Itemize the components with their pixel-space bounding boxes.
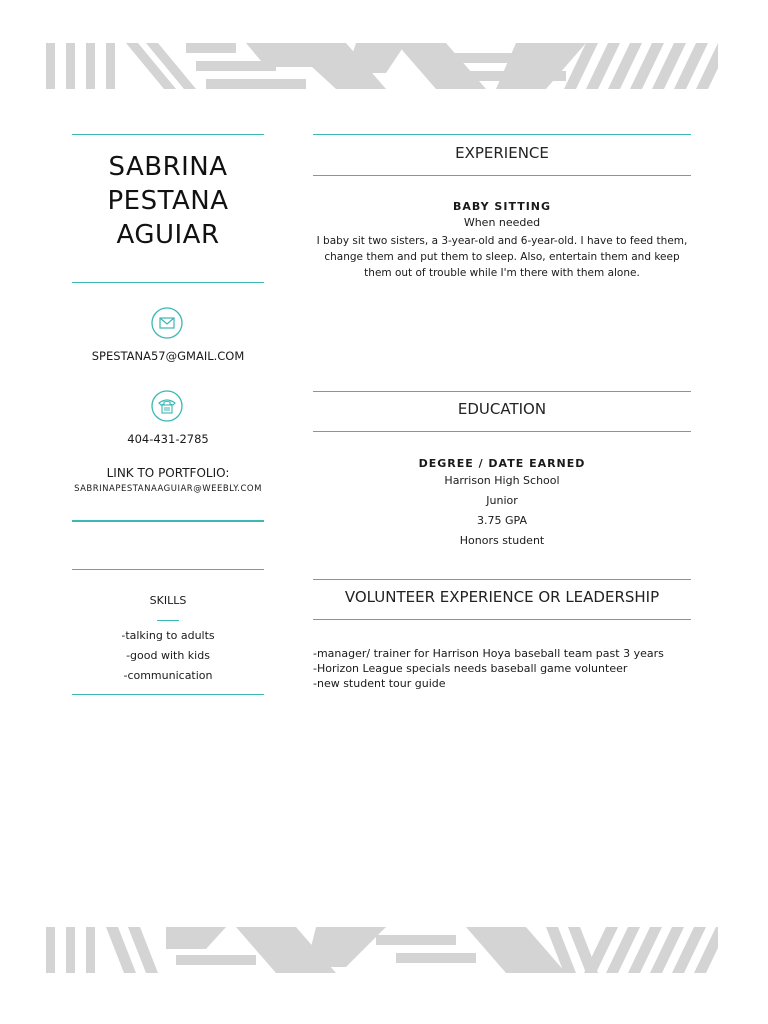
volunteer-title: VOLUNTEER EXPERIENCE OR LEADERSHIP bbox=[344, 588, 660, 606]
candidate-name bbox=[72, 150, 264, 252]
job-description: I baby sit two sisters, a 3-year-old and 6-year-old. I have to feed them, change them and put them to sleep. Also, entertain them and keep them out of trouble while I'm there with them alone. bbox=[316, 235, 688, 279]
name-line-2: PESTANA bbox=[107, 186, 229, 216]
honors: Honors student bbox=[459, 534, 545, 547]
skill-item: -talking to adults bbox=[121, 629, 215, 642]
volunteer-item: -manager/ trainer for Harrison Hoya baseball team past 3 years bbox=[313, 647, 664, 660]
education-rule-top bbox=[313, 391, 691, 392]
telephone-icon bbox=[151, 390, 183, 422]
skill-item: -good with kids bbox=[126, 649, 210, 662]
left-rule-skills-bottom bbox=[72, 694, 264, 695]
name-line-1: SABRINA bbox=[108, 152, 228, 182]
volunteer-rule-bottom bbox=[313, 619, 691, 620]
degree-heading: DEGREE / DATE EARNED bbox=[418, 457, 586, 470]
email-text[interactable]: SPESTANA57@GMAIL.COM bbox=[91, 349, 245, 363]
phone-text: 404-431-2785 bbox=[127, 432, 209, 446]
left-rule-top bbox=[72, 134, 264, 135]
experience-title: EXPERIENCE bbox=[455, 144, 549, 162]
left-rule-skills-top bbox=[72, 569, 264, 570]
portfolio-link[interactable]: SABRINAPESTANAAGUIAR@WEEBLY.COM bbox=[74, 484, 262, 494]
name-line-3: AGUIAR bbox=[116, 220, 220, 250]
school-name: Harrison High School bbox=[444, 474, 560, 487]
job-when: When needed bbox=[463, 216, 541, 229]
experience-rule-bottom bbox=[313, 175, 691, 176]
skills-list bbox=[72, 626, 264, 686]
left-rule-after-contact bbox=[72, 520, 264, 522]
envelope-icon bbox=[151, 307, 183, 339]
skills-title: SKILLS bbox=[149, 594, 187, 607]
left-rule-after-name bbox=[72, 282, 264, 283]
experience-rule-top bbox=[313, 134, 691, 135]
gpa: 3.75 GPA bbox=[477, 514, 527, 527]
portfolio-label: LINK TO PORTFOLIO: bbox=[106, 466, 230, 480]
volunteer-list bbox=[313, 646, 713, 691]
decorative-pattern-top bbox=[46, 43, 718, 89]
grade-level: Junior bbox=[486, 494, 518, 507]
skill-item: -communication bbox=[123, 669, 213, 682]
skills-underline bbox=[157, 620, 179, 621]
volunteer-rule-top bbox=[313, 579, 691, 580]
decorative-pattern-bottom bbox=[46, 927, 718, 973]
volunteer-item: -new student tour guide bbox=[313, 677, 446, 690]
education-title: EDUCATION bbox=[457, 400, 547, 418]
volunteer-item: -Horizon League specials needs baseball game volunteer bbox=[313, 662, 628, 675]
job-title: BABY SITTING bbox=[452, 200, 552, 213]
education-rule-bottom bbox=[313, 431, 691, 432]
